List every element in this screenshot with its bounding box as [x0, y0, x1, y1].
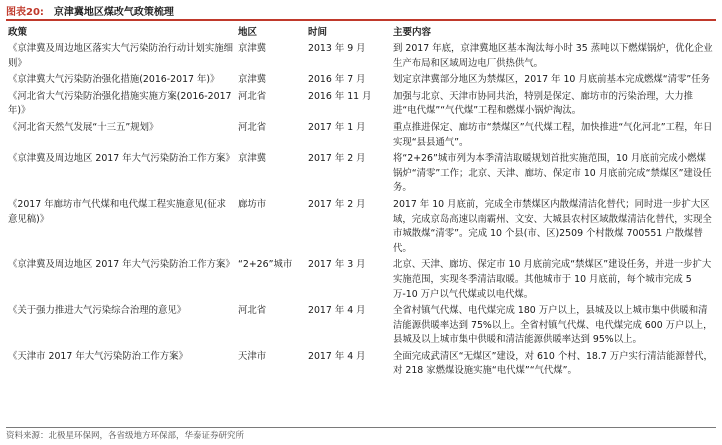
table-row — [6, 119, 716, 150]
column-header-time: 时间 — [308, 27, 328, 38]
table-bottom-rule — [6, 427, 716, 428]
time-cell: 2013 年 9 月 — [308, 43, 366, 54]
source-note: 资料来源：北极星环保网，各省级地方环保部，华泰证券研究所 — [6, 431, 245, 441]
table-header-row — [6, 21, 716, 41]
policy-cell: 《关于强力推进大气污染综合治理的意见》 — [8, 305, 187, 317]
table-row — [6, 196, 716, 256]
table-row — [6, 151, 716, 197]
region-cell: 京津冀 — [238, 74, 267, 86]
table-row — [6, 41, 716, 72]
figure-label: 图表20: — [6, 7, 44, 18]
region-cell: 河北省 — [238, 121, 267, 133]
policy-cell: 《京津冀及周边地区落实大气污染防治行动计划实施细则》 — [8, 43, 234, 69]
figure-title: 京津冀地区煤改气政策梳理 — [53, 7, 174, 18]
content-cell: 加强与北京、天津市协同共治，特别是保定、廊坊市的污染治理，大力推进“电代煤”“气代煤”工程和燃煤小锅炉淘汰。 — [393, 90, 694, 117]
table-row — [6, 88, 716, 119]
policy-cell: 《河北省大气污染防治强化措施实施方案(2016-2017 年)》 — [8, 90, 232, 117]
policy-table — [6, 21, 716, 379]
content-cell: 全省村镇气代煤、电代煤完成 180 万户以上，县城及以上城市集中供暖和清洁能源供暖率达到 75%以上。全省村镇气代煤、电代煤完成 600 万户以上，县城及以上城市集中供暖和清洁能源供暖率达到 95%以上。 — [393, 305, 713, 346]
time-cell: 2016 年 7 月 — [308, 74, 366, 86]
content-cell: 到 2017 年底，京津冀地区基本淘汰每小时 35 蒸吨以下燃煤锅炉，优化企业生产布局和区域周边电厂供热供气。 — [393, 43, 713, 69]
region-cell: 河北省 — [238, 305, 267, 317]
region-cell: 廊坊市 — [238, 198, 267, 210]
policy-cell: 《河北省天然气发展“十三五”规划》 — [8, 121, 159, 133]
table-row — [6, 303, 716, 349]
policy-cell: 《天津市 2017 年大气污染防治工作方案》 — [8, 350, 188, 362]
table-row — [6, 72, 716, 89]
time-cell: 2017 年 4 月 — [308, 305, 366, 317]
column-header-policy: 政策 — [8, 27, 28, 38]
time-cell: 2017 年 2 月 — [308, 153, 366, 165]
policy-cell: 《京津冀大气污染防治强化措施(2016-2017 年)》 — [8, 74, 220, 86]
time-cell: 2016 年 11 月 — [308, 90, 372, 102]
region-cell: “2+26”城市 — [238, 259, 293, 271]
content-cell: 将“2+26”城市列为本季清洁取暖规划首批实施范围，10 月底前完成小燃煤锅炉“清零”工作；北京、天津、廊坊、保定市 10 月底前完成“禁煤区”建设任务。 — [393, 153, 712, 194]
column-header-region: 地区 — [238, 27, 258, 38]
region-cell: 京津冀 — [238, 43, 267, 54]
content-cell: 划定京津冀部分地区为禁煤区，2017 年 10 月底前基本完成燃煤“清零”任务 — [393, 74, 710, 86]
policy-cell: 《2017 年廊坊市气代煤和电代煤工程实施意见(征求意见稿)》 — [8, 198, 226, 225]
policy-cell: 《京津冀及周边地区 2017 年大气污染防治工作方案》 — [8, 259, 235, 271]
content-cell: 北京、天津、廊坊、保定市 10 月底前完成“禁煤区”建设任务，并进一步扩大实施范围，实现冬季清洁取暖。其他城市于 10 月底前，每个城市完成 5 万-10 万户以气代煤或以电代煤。 — [393, 259, 712, 300]
region-cell: 天津市 — [238, 350, 267, 362]
time-cell: 2017 年 1 月 — [308, 121, 366, 133]
column-header-content: 主要内容 — [393, 27, 432, 38]
content-cell: 2017 年 10 月底前，完成全市禁煤区内散煤清洁化替代；同时进一步扩大区域，完成京岛高速以南霸州、文安、大城县农村区域散煤清洁化替代，实现全市城散煤“清零”。完成 10 个县(市、区)2509 个村散煤 700551 户散煤替代。 — [393, 198, 712, 254]
table-row — [6, 257, 716, 303]
time-cell: 2017 年 3 月 — [308, 259, 366, 271]
region-cell: 河北省 — [238, 90, 267, 102]
figure-title-row — [6, 3, 716, 17]
content-cell: 重点推进保定、廊坊市“禁煤区”气代煤工程，加快推进“气化河北”工程，年日实现“县县通气”。 — [393, 121, 713, 148]
region-cell: 京津冀 — [238, 153, 267, 165]
policy-cell: 《京津冀及周边地区 2017 年大气污染防治工作方案》 — [8, 153, 235, 165]
content-cell: 全面完成武清区“无煤区”建设，对 610 个村、18.7 万户实行清洁能源替代，对 218 家燃煤设施实施“电代煤”“气代煤”。 — [393, 350, 713, 377]
time-cell: 2017 年 4 月 — [308, 350, 366, 362]
table-row — [6, 348, 716, 379]
time-cell: 2017 年 2 月 — [308, 198, 366, 210]
